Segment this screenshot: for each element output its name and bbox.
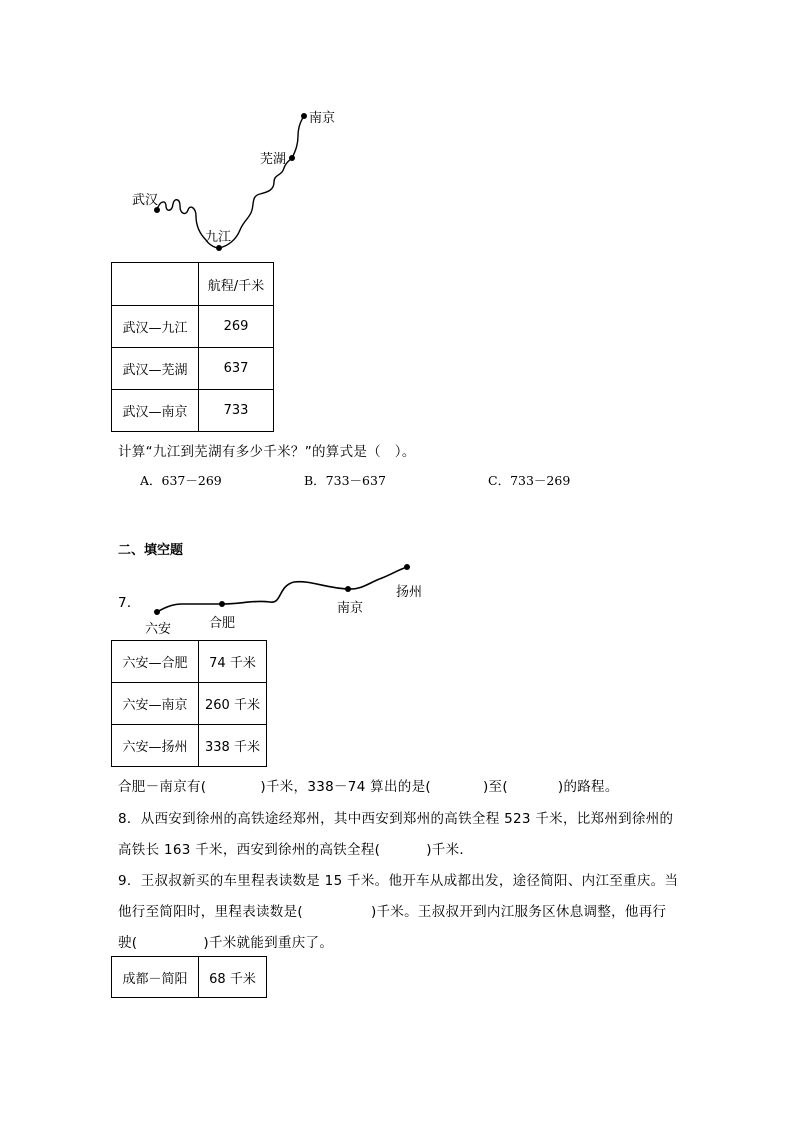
distance-table-2 — [111, 640, 267, 767]
table-cell: 74 千米 — [199, 641, 267, 683]
text-segment: )至( — [482, 779, 508, 795]
table-row — [112, 683, 267, 725]
text-segment: 他行至简阳时，里程表读数是( — [118, 904, 303, 920]
table-cell: 269 — [199, 306, 274, 348]
q6-option-c[interactable]: C．733－269 — [488, 473, 571, 488]
text-segment: )的路程。 — [557, 779, 619, 795]
route-luan-yangzhou — [157, 567, 407, 612]
label-hefei: 合肥 — [209, 616, 236, 631]
distance-table-1 — [111, 262, 274, 432]
table-cell: 武汉—芜湖 — [112, 348, 199, 390]
label-luan: 六安 — [145, 622, 172, 637]
table-cell: 航程/千米 — [199, 263, 274, 306]
table-row — [112, 641, 267, 683]
table-cell: 六安—南京 — [112, 683, 199, 725]
table-cell: 338 千米 — [199, 725, 267, 767]
city-dot-jiujiang — [216, 245, 222, 251]
label-yangzhou: 扬州 — [396, 585, 423, 600]
table-cell: 武汉—南京 — [112, 390, 199, 432]
table-cell — [112, 263, 199, 306]
table-cell: 733 — [199, 390, 274, 432]
text-segment: 驶( — [118, 935, 138, 951]
table-cell: 六安—扬州 — [112, 725, 199, 767]
q8-line-2 — [118, 838, 473, 858]
label-wuhu: 芜湖 — [260, 152, 287, 167]
q7-text — [118, 775, 619, 795]
label-nanjing-2: 南京 — [337, 601, 364, 616]
table-cell: 637 — [199, 348, 274, 390]
table-cell: 六安—合肥 — [112, 641, 199, 683]
q8-line-1: 8．从西安到徐州的高铁途经郑州，其中西安到郑州的高铁全程 523 千米，比郑州到徐州的 — [118, 811, 674, 827]
q9-line-1: 9．王叔叔新买的车里程表读数是 15 千米。他开车从成都出发，途径简阳、内江至重庆。当 — [118, 873, 679, 889]
table-cell: 武汉—九江 — [112, 306, 199, 348]
label-jiujiang: 九江 — [205, 230, 232, 245]
table-row — [112, 306, 274, 348]
text-segment: )千米，338－74 算出的是( — [260, 779, 431, 795]
city-dot-wuhu — [289, 155, 295, 161]
city-dot-nanjing-2 — [345, 586, 351, 592]
q9-line-2 — [118, 900, 666, 920]
label-wuhan: 武汉 — [132, 193, 159, 208]
section-title: 二、填空题 — [118, 543, 184, 558]
text-segment: 高铁长 163 千米，西安到徐州的高铁全程( — [118, 842, 381, 858]
table-row — [112, 390, 274, 432]
route-wuhu-nanjing — [292, 116, 304, 158]
table-row — [112, 957, 267, 998]
table-cell: 成都－简阳 — [112, 957, 199, 998]
q7-number: 7． — [118, 595, 141, 611]
q6-option-a[interactable]: A．637－269 — [140, 473, 222, 488]
table-row — [112, 263, 274, 306]
map-luan-yangzhou — [150, 560, 423, 620]
q6-question: 计算“九江到芜湖有多少千米？”的算式是（ ）。 — [118, 444, 416, 460]
table-row — [112, 725, 267, 767]
text-segment: 合肥－南京有( — [118, 779, 207, 795]
q6-option-b[interactable]: B．733－637 — [304, 473, 386, 488]
city-dot-hefei — [219, 601, 225, 607]
city-dot-yangzhou — [404, 564, 410, 570]
q9-line-3 — [118, 931, 333, 951]
label-nanjing: 南京 — [309, 111, 336, 126]
table-cell: 260 千米 — [199, 683, 267, 725]
distance-table-3 — [111, 956, 267, 998]
text-segment: )千米。王叔叔开到内江服务区休息调整，他再行 — [370, 904, 667, 920]
city-dot-nanjing — [301, 113, 307, 119]
table-row — [112, 348, 274, 390]
text-segment: )千米就能到重庆了。 — [203, 935, 334, 951]
text-segment: )千米． — [426, 842, 474, 858]
city-dot-luan — [154, 609, 160, 615]
table-cell: 68 千米 — [199, 957, 267, 998]
